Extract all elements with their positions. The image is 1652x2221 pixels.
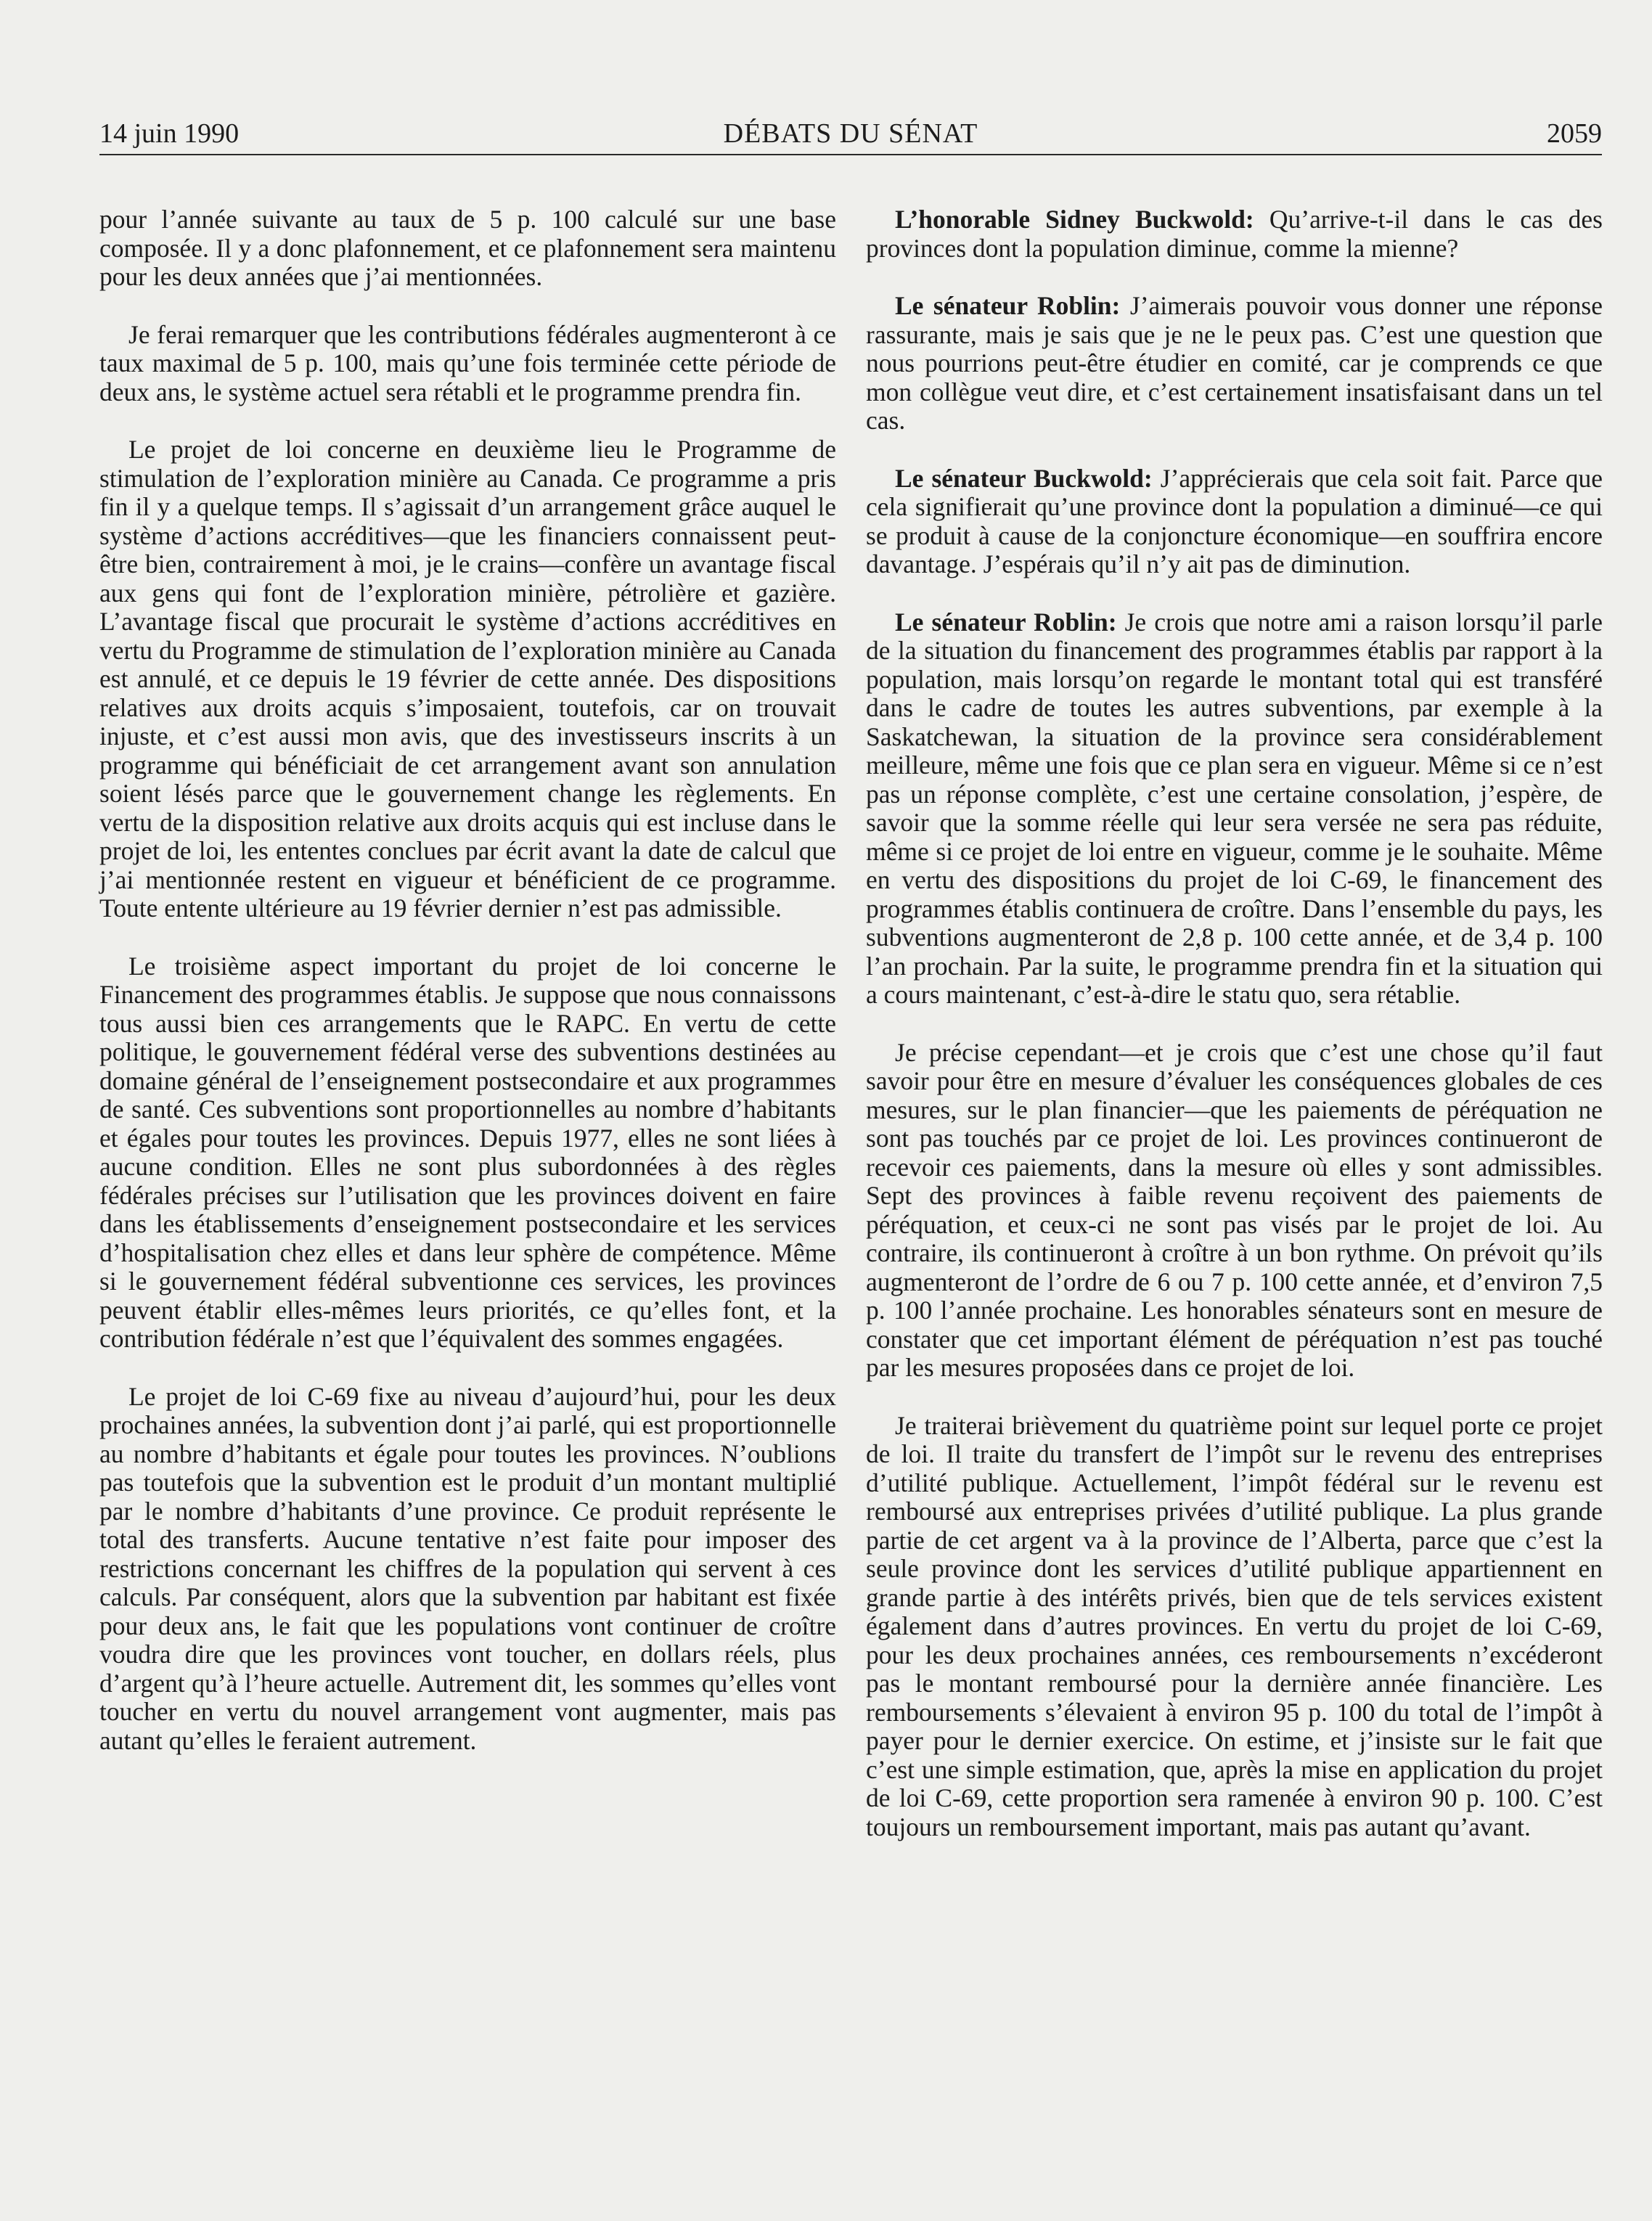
left-column xyxy=(99,205,836,1784)
speech-text: Qu’arrive-t-il dans le cas des provinces dont la population diminue, comme la mienne? xyxy=(866,205,1603,263)
speech-text: Je traiterai brièvement du quatrième point sur lequel porte ce projet de loi. Il traite du transfert de l’impôt sur le revenu des entreprises d’utilité publique. Actuellement, l’impôt fédéral sur le revenu est remboursé aux entreprises privées d’utilité publique. La plus grande partie de cet argent va à la province de l’Alberta, parce que c’est la seule province dont les services d’utilité publique appartiennent en grande partie à des intérêts privés, bien que de tels services existent également dans d’autres provinces. En vertu du projet de loi C-69, pour les deux prochaines années, ces remboursements n’excéderont pas le montant remboursé pour la dernière année financière. Les remboursements s’élevaient à environ 95 p. 100 du total de l’impôt à payer pour le dernier exercice. On estime, et j’insiste sur le fait que c’est une simple estimation, que, après la mise en application du projet de loi C-69, cette proportion sera ramenée à environ 90 p. 100. C’est toujours un remboursement important, mais pas autant qu’avant. xyxy=(866,1410,1603,1841)
page-number: 2059 xyxy=(1547,118,1602,149)
speech-paragraph xyxy=(866,205,1603,263)
speaker-name: Le sénateur Roblin: xyxy=(895,607,1117,637)
paragraph: Le projet de loi concerne en deuxième lieu le Programme de stimulation de l’exploration minière au Canada. Ce programme a pris fin il y a quelque temps. Il s’agissait d’un arrangement grâce auquel le système d’actions accréditives—que les financiers connaissent peut-être bien, contrairement à moi, je le crains—confère un avantage fiscal aux gens qui font de l’exploration minière, pétrolière et gazière. L’avantage fiscal que procurait le système d’actions accréditives en vertu du Programme de stimulation de l’exploration minière au Canada est annulé, et ce depuis le 19 février de cette année. Des dispositions relatives aux droits acquis s’imposaient, toutefois, car on trouvait injuste, et c’est aussi mon avis, que des investisseurs inscrits à un programme qui bénéficiait de cet arrangement avant son annulation soient lésés parce que le gouvernement change les règlements. En vertu de la disposition relative aux droits acquis qui est incluse dans le projet de loi, les ententes conclues par écrit avant la date de calcul que j’ai mentionnée restent en vigueur et bénéficient de ce programme. Toute entente ultérieure au 19 février dernier n’est pas admissible. xyxy=(99,435,836,923)
paragraph: Le troisième aspect important du projet de loi concerne le Financement des programmes établis. Je suppose que nous connaissons tous aussi bien ces arrangements que le RAPC. En vertu de cette politique, le gouvernement fédéral verse des subventions destinées au domaine général de l’enseignement postsecondaire et aux programmes de santé. Ces subventions sont proportionnelles au nombre d’habitants et égales pour toutes les provinces. Depuis 1977, elles ne sont liées à aucune condition. Elles ne sont plus subordonnées à des règles fédérales précises sur l’utilisation que les provinces doivent en faire dans les établissements d’enseignement postsecondaire et les services d’hospitalisation chez elles et dans leur sphère de compétence. Même si le gouvernement fédéral subventionne ces services, les provinces peuvent établir elles-mêmes leurs priorités, ce qu’elles font, et la contribution fédérale n’est que l’équivalent des sommes engagées. xyxy=(99,951,836,1353)
speech-text: Je crois que notre ami a raison lorsqu’il parle de la situation du financement des programmes établis par rapport à la population, mais lorsqu’on regarde le montant total qui est transféré dans le cadre de toutes les autres subventions, par exemple à la Saskatchewan, la situation de la province sera considérablement meilleure, même une fois que ce plan sera en vigueur. Même si ce n’est pas un réponse complète, c’est une certaine consolation, j’espère, de savoir que la somme réelle qui leur sera versée ne sera pas réduite, même si ce projet de loi entre en vigueur, comme je le souhaite. Même en vertu des dispositions du projet de loi C-69, le financement des programmes établis continuera de croître. Dans l’ensemble du pays, les subventions augmenteront de 2,8 p. 100 cette année, et de 3,4 p. 100 l’an prochain. Par la suite, le programme prendra fin et la situation qui a cours maintenant, c’est-à-dire le statu quo, sera rétablie. xyxy=(866,607,1603,1009)
speaker-name: Le sénateur Roblin: xyxy=(895,291,1121,320)
paragraph: pour l’année suivante au taux de 5 p. 100 calculé sur une base composée. Il y a donc plafonnement, et ce plafonnement sera maintenu pour les deux années que j’ai mentionnées. xyxy=(99,205,836,291)
speaker-name: Le sénateur Buckwold: xyxy=(895,463,1153,493)
speech-text: J’apprécierais que cela soit fait. Parce que cela signifierait qu’une province dont la population a diminué—ce qui se produit à cause de la conjoncture économique—en souffrira encore davantage. J’espérais qu’il n’y ait pas de diminution. xyxy=(866,463,1603,578)
paragraph xyxy=(866,1412,1603,1842)
paragraph xyxy=(866,1039,1603,1383)
page-header xyxy=(99,113,1602,155)
paragraph: Je ferai remarquer que les contributions fédérales augmenteront à ce taux maximal de 5 p. 100, mais qu’une fois terminée cette période de deux ans, le système actuel sera rétabli et le programme prendra fin. xyxy=(99,319,836,406)
speaker-name: L’honorable Sidney Buckwold: xyxy=(895,205,1254,234)
header-title: DÉBATS DU SÉNAT xyxy=(723,118,978,149)
speech-text: J’aimerais pouvoir vous donner une réponse rassurante, mais je sais que je ne le peux pas. C’est une question que nous pourrions peut-être étudier en comité, car je comprends ce que mon collègue veut dire, et c’est certainement insatisfaisant dans un tel cas. xyxy=(866,291,1603,435)
right-column xyxy=(866,205,1603,1870)
speech-text: Je précise cependant—et je crois que c’est une chose qu’il faut savoir pour être en mesure d’évaluer les conséquences globales de ces mesures, sur le plan financier—que les paiements de péréquation ne sont pas touchés par ce projet de loi. Les provinces continueront de recevoir ces paiements, dans la mesure où elles y sont admissibles. Sept des provinces à faible revenu reçoivent des paiements de péréquation, et ceux-ci ne sont pas visés par le projet de loi. Au contraire, ils continueront à croître à un bon rythme. On prévoit qu’ils augmenteront de l’ordre de 6 ou 7 p. 100 cette année, et d’environ 7,5 p. 100 l’année prochaine. Les honorables sénateurs sont en mesure de constater que cet important élément de péréquation n’est pas touché par les mesures proposées dans ce projet de loi. xyxy=(866,1037,1603,1382)
speech-paragraph xyxy=(866,292,1603,435)
speech-paragraph xyxy=(866,465,1603,579)
header-date: 14 juin 1990 xyxy=(99,118,240,149)
paragraph: Le projet de loi C-69 fixe au niveau d’aujourd’hui, pour les deux prochaines années, la subvention dont j’ai parlé, qui est proportionnelle au nombre d’habitants et égale pour toutes les provinces. N’oublions pas toutefois que la subvention est le produit d’un montant multiplié par le nombre d’habitants d’une province. Ce produit représente le total des transferts. Aucune tentative n’est faite pour imposer des restrictions concernant les chiffres de la population qui servent à ces calculs. Par conséquent, alors que la subvention par habitant est fixée pour deux ans, le fait que les populations vont continuer de croître voudra dire que les provinces vont toucher, en dollars réels, plus d’argent qu’à l’heure actuelle. Autrement dit, les sommes qu’elles vont toucher en vertu du nouvel arrangement vont augmenter, mais pas autant qu’elles le feraient autrement. xyxy=(99,1381,836,1755)
speech-paragraph xyxy=(866,608,1603,1010)
